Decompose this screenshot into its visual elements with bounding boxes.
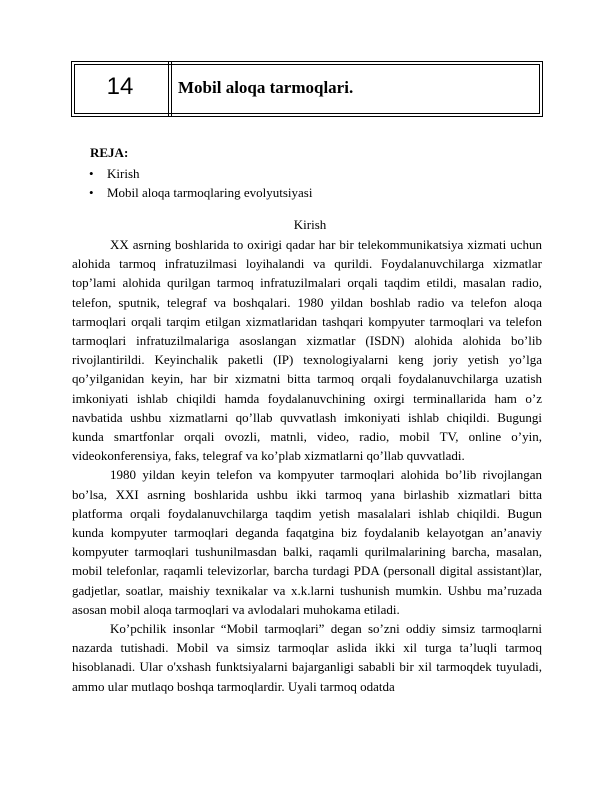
paragraph: Ko’pchilik insonlar “Mobil tarmoqlari” degan so’zni oddiy simsiz tarmoqlarni nazarda tutishadi. Mobil va simsiz tarmoqlar aslida ikki xil turga ta’luqli tarmoq hisoblanadi. Ular o'xshash funktsiyalarni bajarganligi sababli bir xil tarmoqdek tuyuladi, ammo ular mutlaqo boshqa tarmoqlardir. Uyali tarmoq odatda xyxy=(72,621,542,694)
paragraph: 1980 yildan keyin telefon va kompyuter tarmoqlari alohida bo’lib rivojlangan bo’lsa, XXI asrning boshlarida ushbu ikki tarmoq yana birlashib xizmatlari bitta platforma orqali foydalanuvchilarga taqdim yetish masalalari ishlab chiqildi. Bugun kunda kompyuter tarmoqlari deganda faqatgina biz foydalanib kelayotgan an’anaviy kompyuter tarmoqlari tushunilmasdan balki, raqamli qurilmalarining barcha, masalan, mobil telefonlar, raqamli televizorlar, barcha turdagi PDA (personall digital assistant)lar, gadjetlar, soatlar, maishiy texnikalar va x.k.larni tushunish mumkin. Ushbu ma’ruzada asosan mobil aloqa tarmoqlari va avlodalari muhokama etiladi. xyxy=(72,467,542,617)
plan-list xyxy=(90,164,312,202)
plan-item: • Kirish xyxy=(90,164,312,183)
plan-section xyxy=(90,143,312,202)
plan-title: REJA: xyxy=(90,145,129,160)
lecture-number: 14 xyxy=(72,62,172,116)
body-text xyxy=(72,235,542,696)
lecture-title: Mobil aloqa tarmoqlari. xyxy=(178,78,354,97)
lecture-header-box xyxy=(71,61,543,117)
plan-item: • Mobil aloqa tarmoqlaring evolyutsiyasi xyxy=(90,183,312,202)
paragraph: XX asrning boshlarida to oxirigi qadar har bir telekommunikatsiya xizmati uchun alohida tarmoq infratuzilmasi loyihalandi va qurildi. Foydalanuvchilarga xizmatlar top’lami alohida qurilgan tarmoq infratuzilmalari orqali taqdim etildi, masalan radio, telefon, sputnik, telegraf va boshqalari. 1980 yildan boshlab radio va telefon aloqa tarmoqlari orqali tarqim etilgan xizmatlaridan tashqari kompyuter tarmoqlari va telefon tarmoqlari infratuzilmalariga asoslangan xizmatlar (ISDN) alohida alohida bo’lib rivojlantirildi. Keyinchalik paketli (IP) texnologiyalarni keng joriy yetish yo’lga qo’yilganidan keyin, har bir xizmatni bitta tarmoq orqali foydalanuvchilarga uzatish imkoniyati ishlab chiqildi hamda foydalanuvchining oxirgi terminallarida ham o’z navbatida ushbu xizmatlarni qo’llab quvvatlash imkoniyati ishlab chiqildi. Bugungi kunda smartfonlar orqali ovozli, matnli, video, radio, mobil TV, online o’yin, videokonferensiya, faks, telegraf va ko’plab xizmatlarni qo’llab quvvatladi. xyxy=(72,237,542,464)
section-title: Kirish xyxy=(293,217,327,232)
